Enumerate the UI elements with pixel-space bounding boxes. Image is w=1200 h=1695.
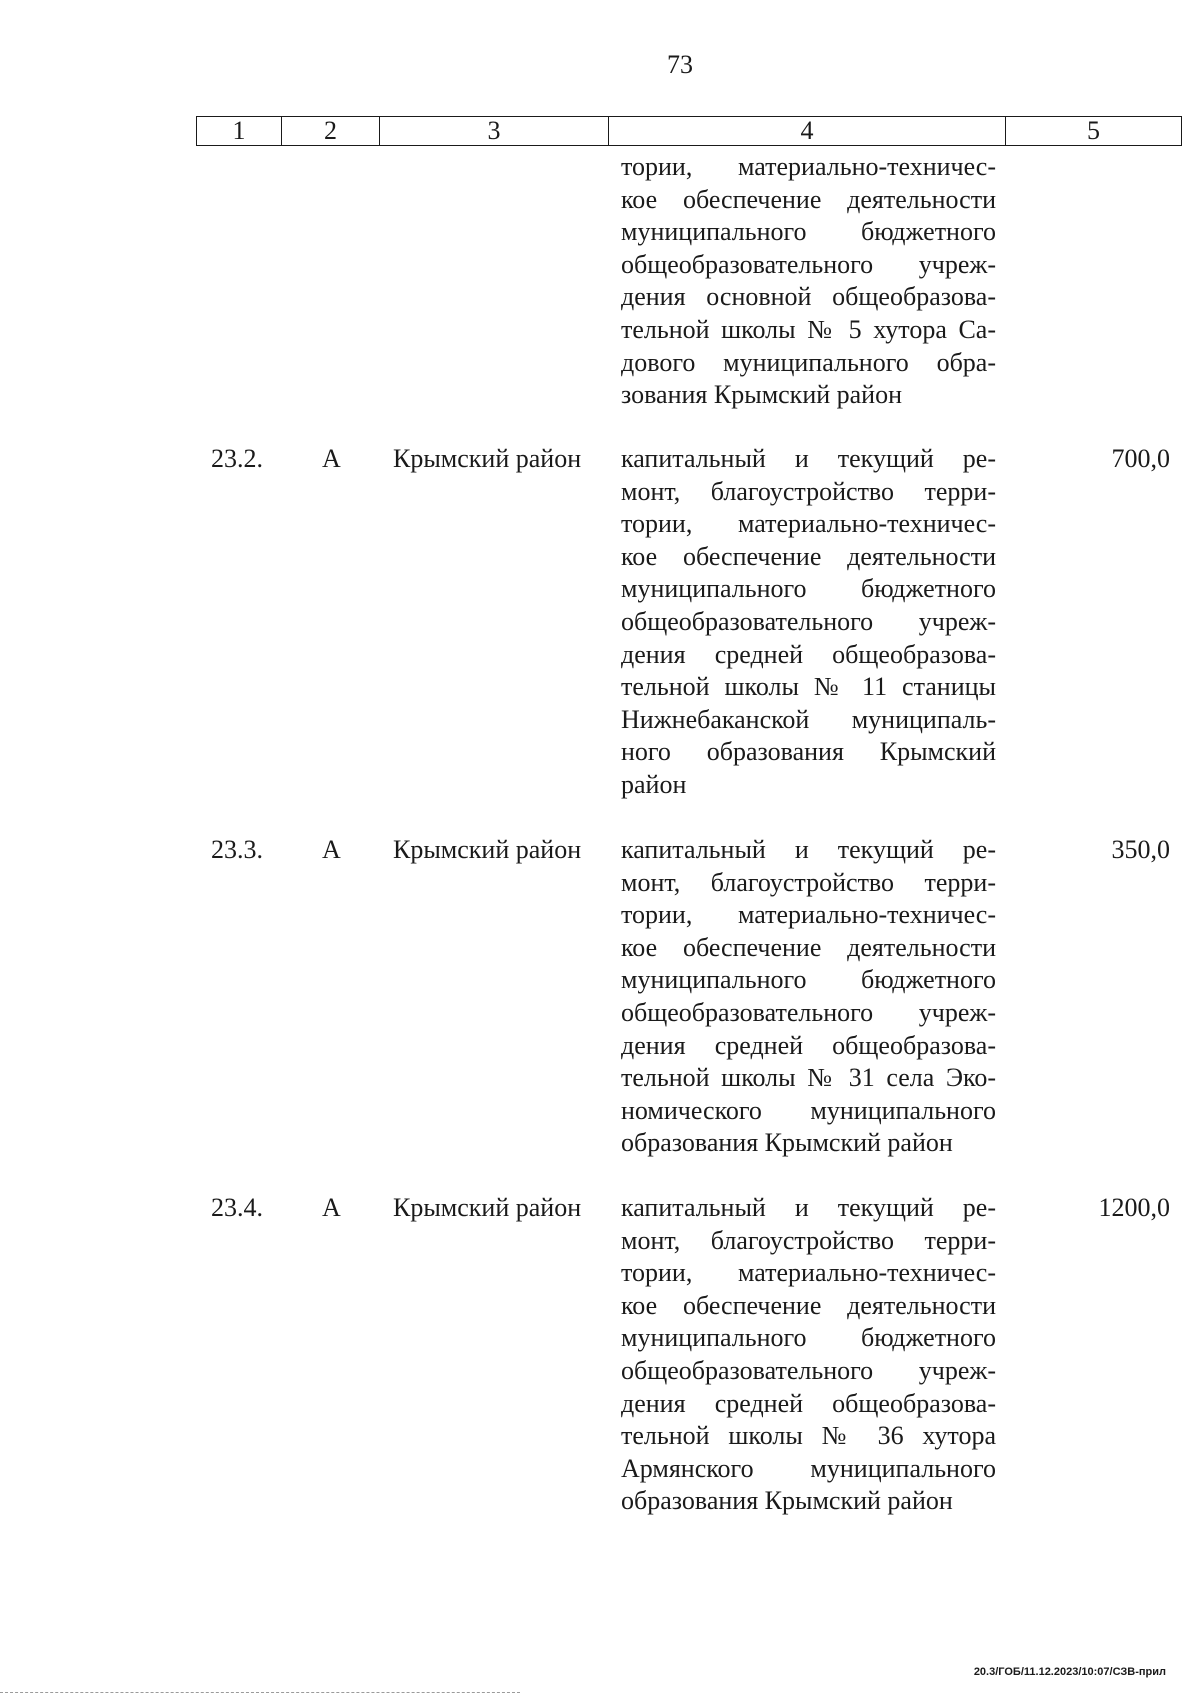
description-line: образования Крымский район xyxy=(621,1128,953,1158)
description-line: дения средней общеобразова- xyxy=(621,1030,996,1060)
description-line: монт, благоустройство терри- xyxy=(621,476,996,506)
description-line: тории, материально-техничес- xyxy=(621,152,996,181)
description-line: Нижнебаканской муниципаль- xyxy=(621,704,996,734)
table-column-header xyxy=(196,116,1182,146)
scan-edge-divider xyxy=(0,1692,520,1693)
description-line: тории, материально-техничес- xyxy=(621,900,996,930)
description-line: общеобразовательного учреж- xyxy=(621,997,996,1027)
row-amount: 700,0 xyxy=(1111,444,1170,473)
header-row xyxy=(197,117,1182,146)
continued-description xyxy=(621,151,996,412)
description-line: кое обеспечение деятельности xyxy=(621,541,996,571)
description-line: монт, благоустройство терри- xyxy=(621,867,996,897)
page-number: 73 xyxy=(667,50,693,79)
description-line: тельной школы № 36 хутора xyxy=(621,1421,996,1451)
description-line: муниципального бюджетного xyxy=(621,965,996,995)
description-line: общеобразовательного учреж- xyxy=(621,1355,996,1385)
description-line: район xyxy=(621,769,687,799)
description-line: общеобразовательного учреж- xyxy=(621,249,996,279)
description-line: муниципального бюджетного xyxy=(621,574,996,604)
document-code: 20.3/ГОБ/11.12.2023/10:07/СЗВ-прил xyxy=(973,1666,1166,1678)
description-line: капитальный и текущий ре- xyxy=(621,835,996,864)
description-line: монт, благоустройство терри- xyxy=(621,1225,996,1255)
description-line: дения средней общеобразова- xyxy=(621,639,996,669)
description-line: дового муниципального обра- xyxy=(621,347,996,377)
header-col-5: 5 xyxy=(1006,117,1182,146)
description-line: тельной школы № 31 села Эко- xyxy=(621,1063,996,1093)
row-area: Крымский район xyxy=(393,835,582,864)
row-number: 23.3. xyxy=(211,835,263,864)
description-line: тельной школы № 5 хутора Са- xyxy=(621,314,996,344)
header-col-4: 4 xyxy=(609,117,1006,146)
description-line: капитальный и текущий ре- xyxy=(621,1193,996,1222)
row-number: 23.2. xyxy=(211,444,263,473)
row-amount: 350,0 xyxy=(1111,835,1170,864)
row-area: Крымский район xyxy=(393,444,582,473)
description-line: дения средней общеобразова- xyxy=(621,1388,996,1418)
row-description xyxy=(621,834,996,1160)
description-line: кое обеспечение деятельности xyxy=(621,184,996,214)
header-col-1: 1 xyxy=(197,117,282,146)
row-category: А xyxy=(322,835,341,864)
description-line: кое обеспечение деятельности xyxy=(621,1290,996,1320)
description-line: муниципального бюджетного xyxy=(621,1323,996,1353)
description-line: зования Крымский район xyxy=(621,380,903,410)
description-line: кое обеспечение деятельности xyxy=(621,932,996,962)
description-line: образования Крымский район xyxy=(621,1486,953,1516)
description-line: тории, материально-техничес- xyxy=(621,1258,996,1288)
row-area: Крымский район xyxy=(393,1193,582,1222)
row-number: 23.4. xyxy=(211,1193,263,1222)
description-line: тории, материально-техничес- xyxy=(621,509,996,539)
row-description xyxy=(621,1192,996,1518)
description-line: ного образования Крымский xyxy=(621,737,996,767)
description-line: Армянского муниципального xyxy=(621,1453,996,1483)
header-col-2: 2 xyxy=(282,117,380,146)
description-line: капитальный и текущий ре- xyxy=(621,444,996,473)
description-line: номического муниципального xyxy=(621,1095,996,1125)
row-description xyxy=(621,443,996,802)
row-category: А xyxy=(322,1193,341,1222)
description-line: общеобразовательного учреж- xyxy=(621,606,996,636)
description-line: тельной школы № 11 станицы xyxy=(621,672,996,702)
header-col-3: 3 xyxy=(380,117,609,146)
row-category: А xyxy=(322,444,341,473)
description-line: муниципального бюджетного xyxy=(621,217,996,247)
description-line: дения основной общеобразова- xyxy=(621,282,996,312)
row-amount: 1200,0 xyxy=(1098,1193,1170,1222)
